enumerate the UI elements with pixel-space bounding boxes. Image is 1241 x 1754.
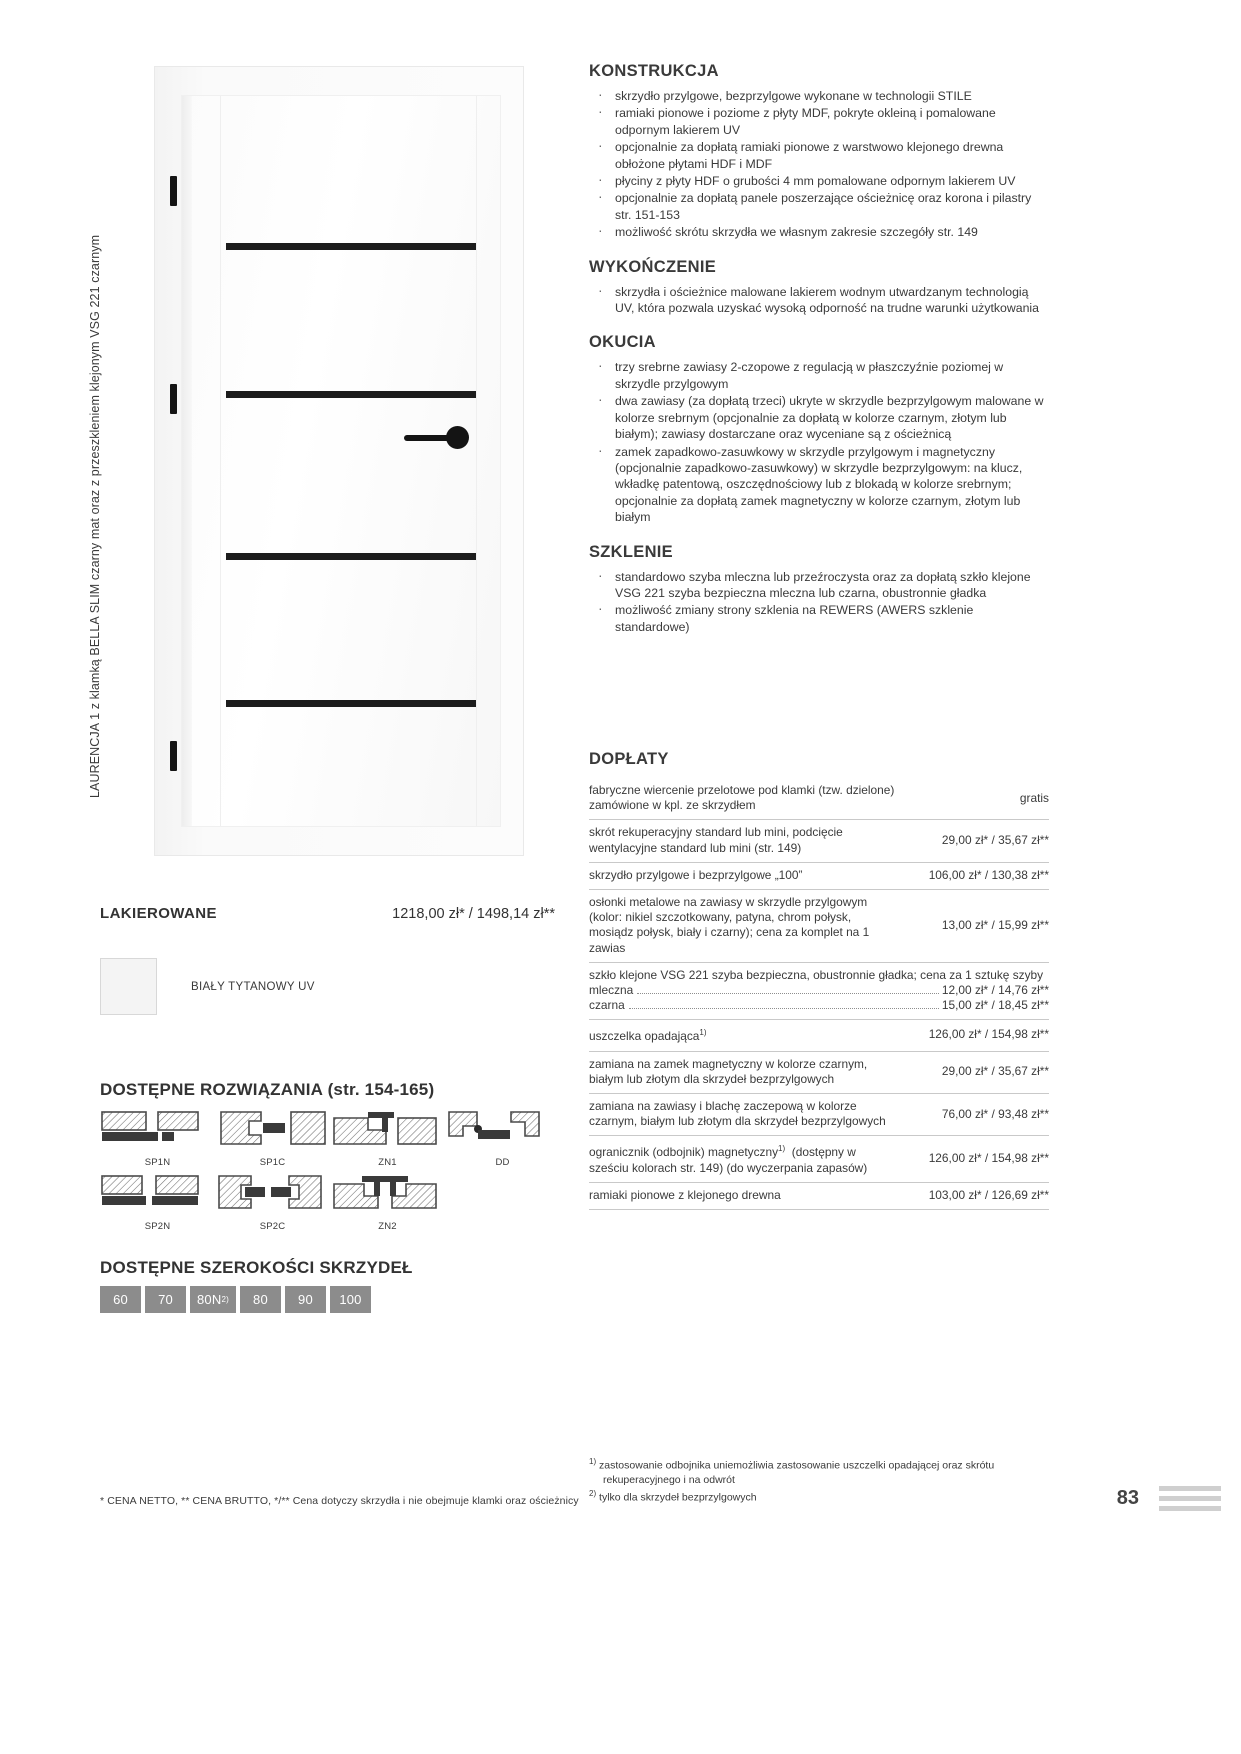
door-handle-lever [404,435,452,441]
surcharge-dotted-line [589,998,1049,1013]
surcharge-footnote-mark: 1) [778,1144,786,1154]
surcharge-value: 103,00 zł* / 126,69 zł** [897,1182,1049,1209]
surcharge-value: 106,00 zł* / 130,38 zł** [897,862,1049,889]
footnote-2-mark: 2) [589,1488,597,1498]
door-figure-block [88,60,555,860]
surcharge-description-cell [589,1136,897,1182]
surcharge-description-tail: (dostępny w sześciu kolorach str. 149) (do wyczerpania zapasów) [589,1145,868,1175]
list-item: · trzy srebrne zawiasy 2-czopowe z regulacją w płaszczyźnie poziomej w skrzydle przylgowym [589,359,1049,392]
surcharge-description: uszczelka opadająca [589,1029,700,1044]
surcharge-description: zamiana na zawiasy i blachę zaczepową w kolorze czarnym, białym lub złotym dla skrzydeł bezprzylgowych [589,1094,897,1136]
solution-label: ZN2 [378,1221,397,1232]
solutions-row [100,1110,560,1168]
solution-item-sp1n [100,1110,215,1168]
solution-diagram-sp1c [215,1110,330,1154]
surcharge-value: 13,00 zł* / 15,99 zł** [897,890,1049,963]
table-row [589,820,1049,862]
surcharge-value: gratis [897,778,1049,820]
price-value: 1218,00 zł* / 1498,14 zł** [392,906,555,922]
color-swatch-row [100,958,315,1015]
color-swatch [100,958,157,1015]
width-chip-footnote: 2) [221,1295,229,1304]
dotted-leader [629,1008,939,1009]
page-corner-mark [1159,1486,1221,1520]
footnote-2 [589,1487,1049,1505]
footnote-1-mark: 1) [589,1457,597,1466]
solution-item-zn2 [330,1174,445,1232]
door-hinge-top [170,176,177,206]
solution-label: SP2C [259,1221,286,1232]
list-item: · zamek zapadkowo-zasuwkowy w skrzydle przylgowym i magnetyczny (opcjonalnie zapadkowo-zasuwkowy) w skrzydle bezprzylgowym: na klucz, wkładkę patentową, oszczędnościowy lub z blokadą w kolorze srebrnym; opcjonalnie za dopłatą zamek magnetyczny w kolorze czarnym, złotym lub białym [589,444,1049,526]
corner-bar [1159,1506,1221,1511]
surcharge-description: szkło klejone VSG 221 szyba bezpieczna, obustronnie gładka; cena za 1 sztukę szyby [589,967,1044,982]
corner-bar [1159,1496,1221,1501]
width-chip-70[interactable] [145,1286,186,1313]
corner-bar [1159,1486,1221,1491]
table-row [589,1136,1049,1182]
surcharge-value: 126,00 zł* / 154,98 zł** [897,1020,1049,1051]
footnote-1-text: zastosowanie odbojnika uniemożliwia zastosowanie uszczelki opadającej oraz skrótu [599,1459,995,1472]
widths-heading [100,1258,413,1278]
door-hinge-bottom [170,741,177,771]
width-chip-80[interactable] [240,1286,281,1313]
door-inlay-bar-4 [226,700,476,707]
surcharge-value: 126,00 zł* / 154,98 zł** [897,1136,1049,1182]
footnote-1 [589,1455,1049,1473]
section-title-wykonczenie: WYKOŃCZENIE [589,257,717,276]
list-item: · opcjonalnie za dopłatą panele poszerzające ościeżnicę oraz korona i pilastry str. 151-153 [589,190,1049,223]
surcharge-description: osłonki metalowe na zawiasy w skrzydle przylgowym (kolor: nikiel szczotkowany, patyna, chrom połysk, mosiądz połysk, biały i czarny); cena za komplet na 1 zawias [589,890,897,963]
footnote-1-continued: rekuperacyjnego i na odwrót [603,1473,735,1486]
product-image-panel [88,60,555,860]
page-number: 83 [1116,1487,1139,1509]
door-stile-right [476,96,477,826]
product-caption: LAURENCJA 1 z klamką BELLA SLIM czarny mat oraz z przeszkleniem klejonym VSG 221 czarnym [88,234,102,798]
width-chip-label: 80N [197,1292,222,1307]
surcharge-description: skrzydło przylgowe i bezprzylgowe „100” [589,862,897,889]
widths-chip-row [100,1286,371,1313]
solution-diagram-dd [445,1110,560,1154]
widths-title: DOSTĘPNE SZEROKOŚCI SKRZYDEŁ [100,1258,413,1277]
width-chip-60[interactable] [100,1286,141,1313]
surcharge-value: 76,00 zł* / 93,48 zł** [897,1094,1049,1136]
list-item: · ramiaki pionowe i poziome z płyty MDF, pokryte okleiną i pomalowane odpornym lakierem UV [589,105,1049,138]
list-item: · płyciny z płyty HDF o grubości 4 mm pomalowane odpornym lakierem UV [589,173,1049,189]
solution-label: SP2N [144,1221,171,1232]
surcharge-dotted-line [589,983,1049,998]
width-chip-90[interactable] [285,1286,326,1313]
footnotes-right [589,1455,1049,1504]
surcharge-description: skrót rekuperacyjny standard lub mini, podcięcie wentylacyjne standard lub mini (str. 149) [589,820,897,862]
table-row [589,1051,1049,1093]
solutions-heading [100,1080,434,1100]
footnote-price-legend: * CENA NETTO, ** CENA BRUTTO, */** Cena dotyczy skrzydła i nie obejmuje klamki oraz ościeżnicy [100,1495,579,1507]
price-label: LAKIEROWANE [100,905,217,922]
surcharge-description: zamiana na zamek magnetyczny w kolorze czarnym, białym lub złotym dla skrzydeł bezprzylgowych [589,1051,897,1093]
solution-label: SP1N [144,1157,171,1168]
surcharge-dotted-label: mleczna [589,983,634,998]
bullet-list-konstrukcja [589,88,1049,241]
solution-diagram-zn1 [330,1110,445,1154]
list-item: · standardowo szyba mleczna lub przeźroczysta oraz za dopłatą szkło klejone VSG 221 szyba bezpieczna mleczna lub czarna, obustronnie gładka [589,569,1049,602]
section-title-szklenie: SZKLENIE [589,542,673,561]
surcharges-title: DOPŁATY [589,750,669,768]
width-chip-label: 70 [158,1292,173,1307]
surcharge-footnote-mark: 1) [699,1028,707,1038]
list-item: · możliwość skrótu skrzydła we własnym zakresie szczegóły str. 149 [589,224,1049,240]
table-row [589,1182,1049,1209]
surcharge-description: ogranicznik (odbojnik) magnetyczny [589,1145,779,1160]
door-inlay-bar-1 [226,243,476,250]
surcharges-table [589,778,1049,1210]
solution-diagram-zn2 [330,1174,445,1218]
door-leaf-edge [182,96,192,826]
bullet-list-okucia [589,359,1049,525]
solution-item-dd [445,1110,560,1168]
width-chip-80n[interactable] [190,1286,236,1313]
footnote-2-text: tylko dla skrzydeł bezprzylgowych [599,1491,757,1503]
color-swatch-label: BIAŁY TYTANOWY UV [191,980,315,993]
surcharge-value: 29,00 zł* / 35,67 zł** [897,820,1049,862]
price-row [100,905,555,922]
solution-diagram-sp2n [100,1174,215,1218]
list-item: · skrzydła i ościeżnice malowane lakierem wodnym utwardzanym technologią UV, która pozwala uzyskać wysoką odporność na trudne warunki użytkowania [589,284,1049,317]
bullet-list-wykonczenie [589,284,1049,317]
table-row [589,1020,1049,1051]
table-row [589,890,1049,963]
solution-item-sp2c [215,1174,330,1232]
door-leaf [182,96,500,826]
solution-label: ZN1 [378,1157,397,1168]
surcharge-description-cell [589,1020,897,1051]
section-title-okucia: OKUCIA [589,333,656,352]
solution-label: SP1C [259,1157,286,1168]
door-hinge-middle [170,384,177,414]
table-row [589,862,1049,889]
surcharge-dotted-value: 15,00 zł* / 18,45 zł** [941,998,1049,1013]
door-illustration [154,66,524,856]
solution-diagram-sp2c [215,1174,330,1218]
table-row [589,1094,1049,1136]
solution-item-sp2n [100,1174,215,1232]
section-title-konstrukcja: KONSTRUKCJA [589,62,719,80]
list-item: · dwa zawiasy (za dopłatą trzeci) ukryte w skrzydle bezprzylgowym malowane w kolorze srebrnym (opcjonalnie za dopłatą w kolorze czarnym, złotym lub białym); zawiasy dostarczane oraz wyceniane są z ościeżnicą [589,393,1049,442]
list-item: · opcjonalnie za dopłatą ramiaki pionowe z warstwowo klejonego drewna obłożone płytami HDF i MDF [589,139,1049,172]
list-item: · możliwość zmiany strony szklenia na REWERS (AWERS szklenie standardowe) [589,602,1049,635]
width-chip-label: 80 [253,1292,268,1307]
surcharge-dotted-label: czarna [589,998,625,1013]
surcharge-description: ramiaki pionowe z klejonego drewna [589,1182,897,1209]
width-chip-100[interactable] [330,1286,371,1313]
door-stile-left [220,96,221,826]
table-row-glass [589,962,1049,1020]
list-item: · skrzydło przylgowe, bezprzylgowe wykonane w technologii STILE [589,88,1049,104]
solutions-row [100,1174,560,1232]
bullet-list-szklenie [589,569,1049,636]
width-chip-label: 100 [339,1292,362,1307]
door-inlay-bar-3 [226,553,476,560]
width-chip-label: 60 [113,1292,128,1307]
solutions-title: DOSTĘPNE ROZWIĄZANIA [100,1080,324,1099]
solution-item-empty [445,1174,560,1232]
dotted-leader [637,993,939,994]
solution-item-sp1c [215,1110,330,1168]
specifications-panel [589,62,1049,636]
solution-label: DD [495,1157,510,1168]
surcharge-dotted-value: 12,00 zł* / 14,76 zł** [941,983,1049,998]
solution-diagram-sp1n [100,1110,215,1154]
table-row [589,778,1049,820]
width-chip-label: 90 [298,1292,313,1307]
surcharges-panel [589,750,1049,1210]
door-inlay-bar-2 [226,391,476,398]
solution-item-zn1 [330,1110,445,1168]
surcharge-description: fabryczne wiercenie przelotowe pod klamki (tzw. dzielone) zamówione w kpl. ze skrzydłem [589,778,897,820]
surcharge-value: 29,00 zł* / 35,67 zł** [897,1051,1049,1093]
surcharge-glass-cell [589,962,1049,1020]
solutions-grid [100,1110,560,1238]
solutions-subtitle: (str. 154-165) [327,1080,435,1099]
